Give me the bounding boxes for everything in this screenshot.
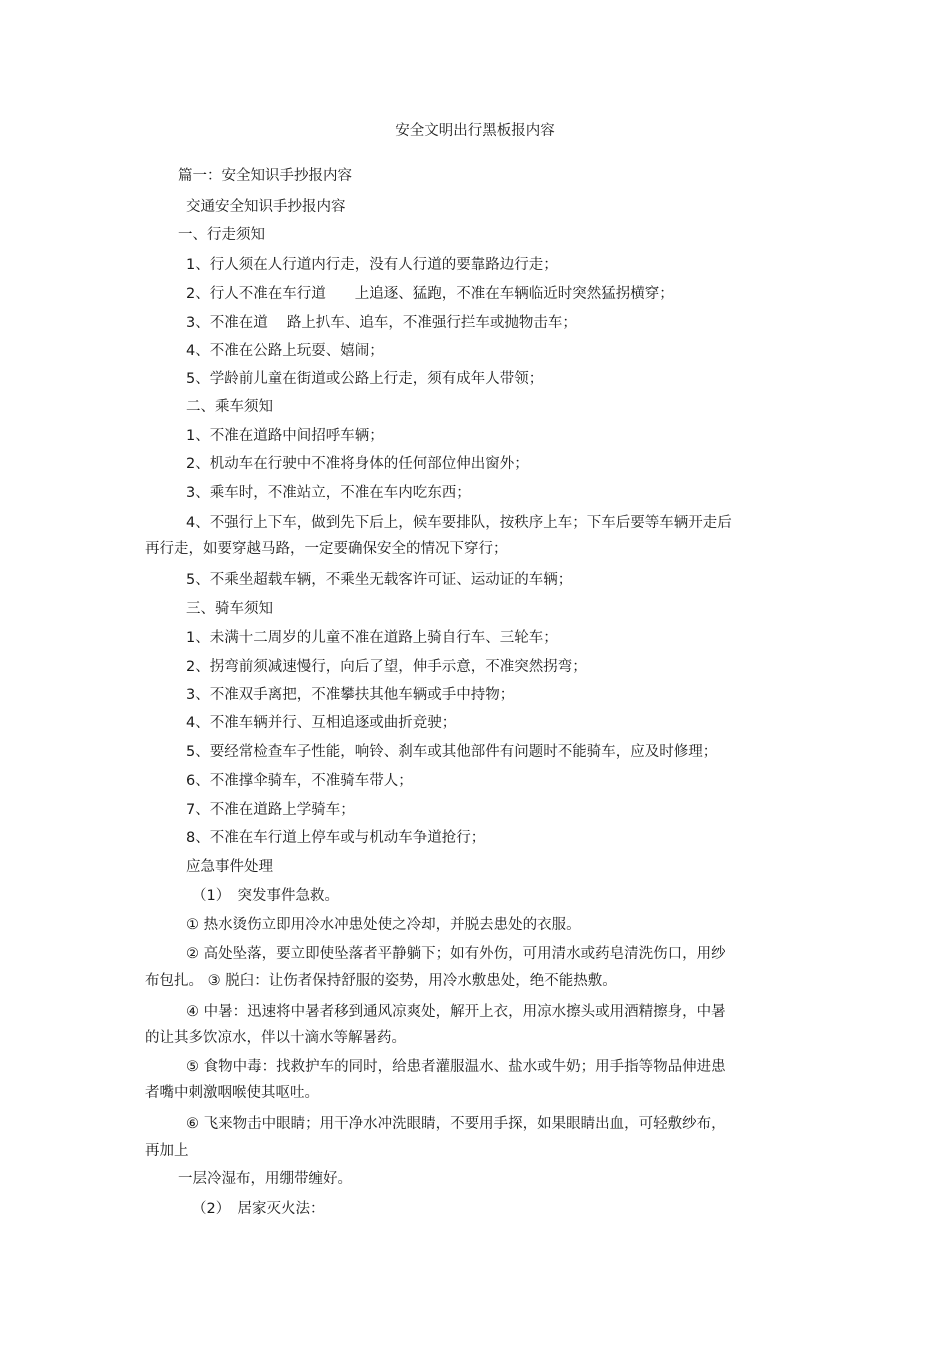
riding-item: 4、不强行上下车，做到先下后上，候车要排队，按秩序上车；下车后要等车辆开走后 xyxy=(186,515,732,531)
emergency-line-continuation: 一层冷湿布，用绷带缠好。 xyxy=(178,1171,352,1187)
walking-item: 5、学龄前儿童在街道或公路上行走，须有成年人带领； xyxy=(186,371,544,387)
cycling-item: 2、拐弯前须减速慢行，向后了望，伸手示意，不准突然拐弯； xyxy=(186,659,587,675)
emergency-line: ④ 中暑：迅速将中暑者移到通风凉爽处，解开上衣，用凉水擦头或用酒精擦身，中暑 xyxy=(186,1004,726,1020)
walking-item: 3、不准在道 路上扒车、追车，不准强行拦车或抛物击车； xyxy=(186,315,577,331)
emergency-subheading: （1） 突发事件急救。 xyxy=(192,888,339,904)
emergency-line: ⑥ 飞来物击中眼睛；用干净水冲洗眼睛，不要用手探，如果眼睛出血，可轻敷纱布， xyxy=(186,1116,726,1132)
cycling-item: 3、不准双手离把，不准攀扶其他车辆或手中持物； xyxy=(186,687,515,703)
chapter-heading: 篇一：安全知识手抄报内容 xyxy=(178,168,352,184)
walking-item: 4、不准在公路上玩耍、嬉闹； xyxy=(186,343,384,359)
emergency-line: ② 高处坠落，要立即使坠落者平静躺下；如有外伤，可用清水或药皂清洗伤口，用纱 xyxy=(186,946,726,962)
subtitle: 交通安全知识手抄报内容 xyxy=(186,199,346,215)
section-heading-walking: 一、行走须知 xyxy=(178,227,265,243)
emergency-subheading: （2） 居家灭火法： xyxy=(192,1201,325,1217)
cycling-item: 5、要经常检查车子性能，响铃、刹车或其他部件有问题时不能骑车，应及时修理； xyxy=(186,744,718,760)
section-heading-emergency: 应急事件处理 xyxy=(186,859,273,875)
riding-item: 3、乘车时，不准站立，不准在车内吃东西； xyxy=(186,485,471,501)
emergency-line-continuation: 者嘴中刺激咽喉使其呕吐。 xyxy=(145,1085,319,1101)
cycling-item: 1、未满十二周岁的儿童不准在道路上骑自行车、三轮车； xyxy=(186,630,558,646)
section-heading-cycling: 三、骑车须知 xyxy=(186,601,273,617)
emergency-line: ⑤ 食物中毒：找救护车的同时，给患者灌服温水、盐水或牛奶；用手指等物品伸进患 xyxy=(186,1059,726,1075)
emergency-line-continuation: 布包扎。 ③ 脱臼：让伤者保持舒服的姿势，用冷水敷患处，绝不能热敷。 xyxy=(145,973,617,989)
walking-item: 1、行人须在人行道内行走，没有人行道的要靠路边行走； xyxy=(186,257,558,273)
cycling-item: 8、不准在车行道上停车或与机动车争道抢行； xyxy=(186,830,486,846)
emergency-line-continuation: 再加上 xyxy=(145,1143,189,1159)
section-heading-riding: 二、乘车须知 xyxy=(186,399,273,415)
cycling-item: 4、不准车辆并行、互相追逐或曲折竞驶； xyxy=(186,715,457,731)
cycling-item: 7、不准在道路上学骑车； xyxy=(186,802,355,818)
emergency-line-continuation: 的让其多饮凉水，伴以十滴水等解暑药。 xyxy=(145,1030,406,1046)
riding-item: 1、不准在道路中间招呼车辆； xyxy=(186,428,384,444)
riding-item: 5、不乘坐超载车辆，不乘坐无载客许可证、运动证的车辆； xyxy=(186,572,573,588)
walking-item: 2、行人不准在车行道 上追逐、猛跑，不准在车辆临近时突然猛拐横穿； xyxy=(186,286,674,302)
riding-item-continuation: 再行走，如要穿越马路，一定要确保安全的情况下穿行； xyxy=(145,541,508,557)
cycling-item: 6、不准撑伞骑车，不准骑车带人； xyxy=(186,773,413,789)
page-title: 安全文明出行黑板报内容 xyxy=(395,123,555,139)
riding-item: 2、机动车在行驶中不准将身体的任何部位伸出窗外； xyxy=(186,456,529,472)
emergency-line: ① 热水烫伤立即用冷水冲患处使之冷却，并脱去患处的衣服。 xyxy=(186,917,581,933)
